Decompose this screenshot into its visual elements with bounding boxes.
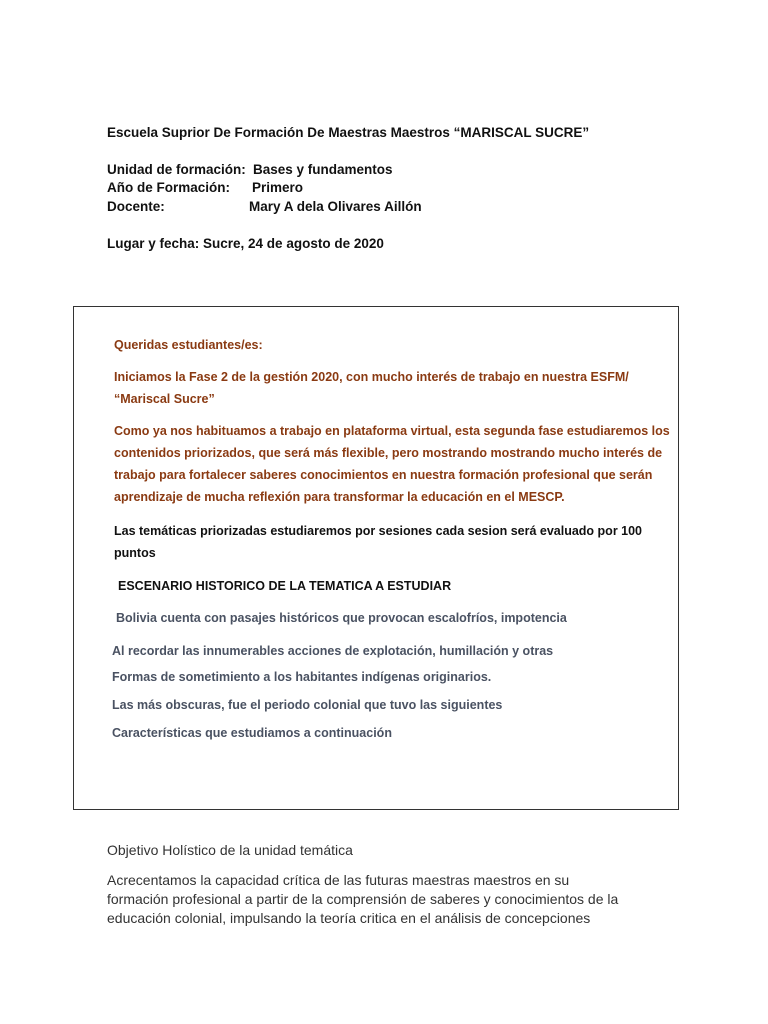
history-line-2: Al recordar las innumerables acciones de explotación, humillación y otras	[112, 644, 554, 658]
objective-title: Objetivo Holístico de la unidad temática	[107, 842, 353, 858]
unidad-label: Unidad de formación:	[107, 162, 246, 177]
objective-line-1: Acrecentamos la capacidad crítica de las futuras maestras maestros en su	[107, 872, 570, 888]
habit-line-1: Como ya nos habituamos a trabajo en plataforma virtual, esta segunda fase estudiaremos los	[114, 424, 670, 438]
unidad-value: Bases y fundamentos	[253, 162, 393, 177]
intro-line-2: “Mariscal Sucre”	[114, 392, 215, 406]
topics-line-2: puntos	[114, 546, 156, 560]
section-title: ESCENARIO HISTORICO DE LA TEMATICA A ESTUDIAR	[118, 579, 452, 593]
habit-line-3: trabajo para fortalecer saberes conocimientos en nuestra formación profesional que serán	[114, 468, 653, 482]
history-line-4: Las más obscuras, fue el periodo colonial que tuvo las siguientes	[112, 698, 503, 712]
objective-line-2: formación profesional a partir de la comprensión de saberes y conocimientos de la	[107, 891, 619, 907]
habit-line-2: contenidos priorizados, que será más flexible, pero mostrando mostrando mucho interés de	[114, 446, 663, 460]
history-line-5: Características que estudiamos a continuación	[112, 726, 392, 740]
school-name: Escuela Suprior De Formación De Maestras Maestros “MARISCAL SUCRE”	[107, 125, 590, 140]
anio-value: Primero	[252, 180, 304, 195]
intro-line-1: Iniciamos la Fase 2 de la gestión 2020, con mucho interés de trabajo en nuestra ESFM/	[114, 370, 629, 384]
message-box	[73, 306, 679, 810]
greeting: Queridas estudiantes/es:	[114, 338, 263, 352]
history-line-3: Formas de sometimiento a los habitantes indígenas originarios.	[112, 670, 492, 684]
objective-line-3: educación colonial, impulsando la teoría critica en el análisis de concepciones	[107, 910, 591, 926]
topics-line-1: Las temáticas priorizadas estudiaremos por sesiones cada sesion será evaluado por 100	[114, 524, 643, 538]
anio-label: Año de Formación:	[107, 180, 231, 195]
docente-label: Docente:	[107, 199, 165, 214]
habit-line-4: aprendizaje de mucha reflexión para transformar la educación en el MESCP.	[114, 490, 565, 504]
history-line-1: Bolivia cuenta con pasajes históricos que provocan escalofríos, impotencia	[116, 611, 567, 625]
place-date: Lugar y fecha: Sucre, 24 de agosto de 2020	[107, 236, 384, 251]
docente-value: Mary A dela Olivares Aillón	[249, 199, 422, 214]
